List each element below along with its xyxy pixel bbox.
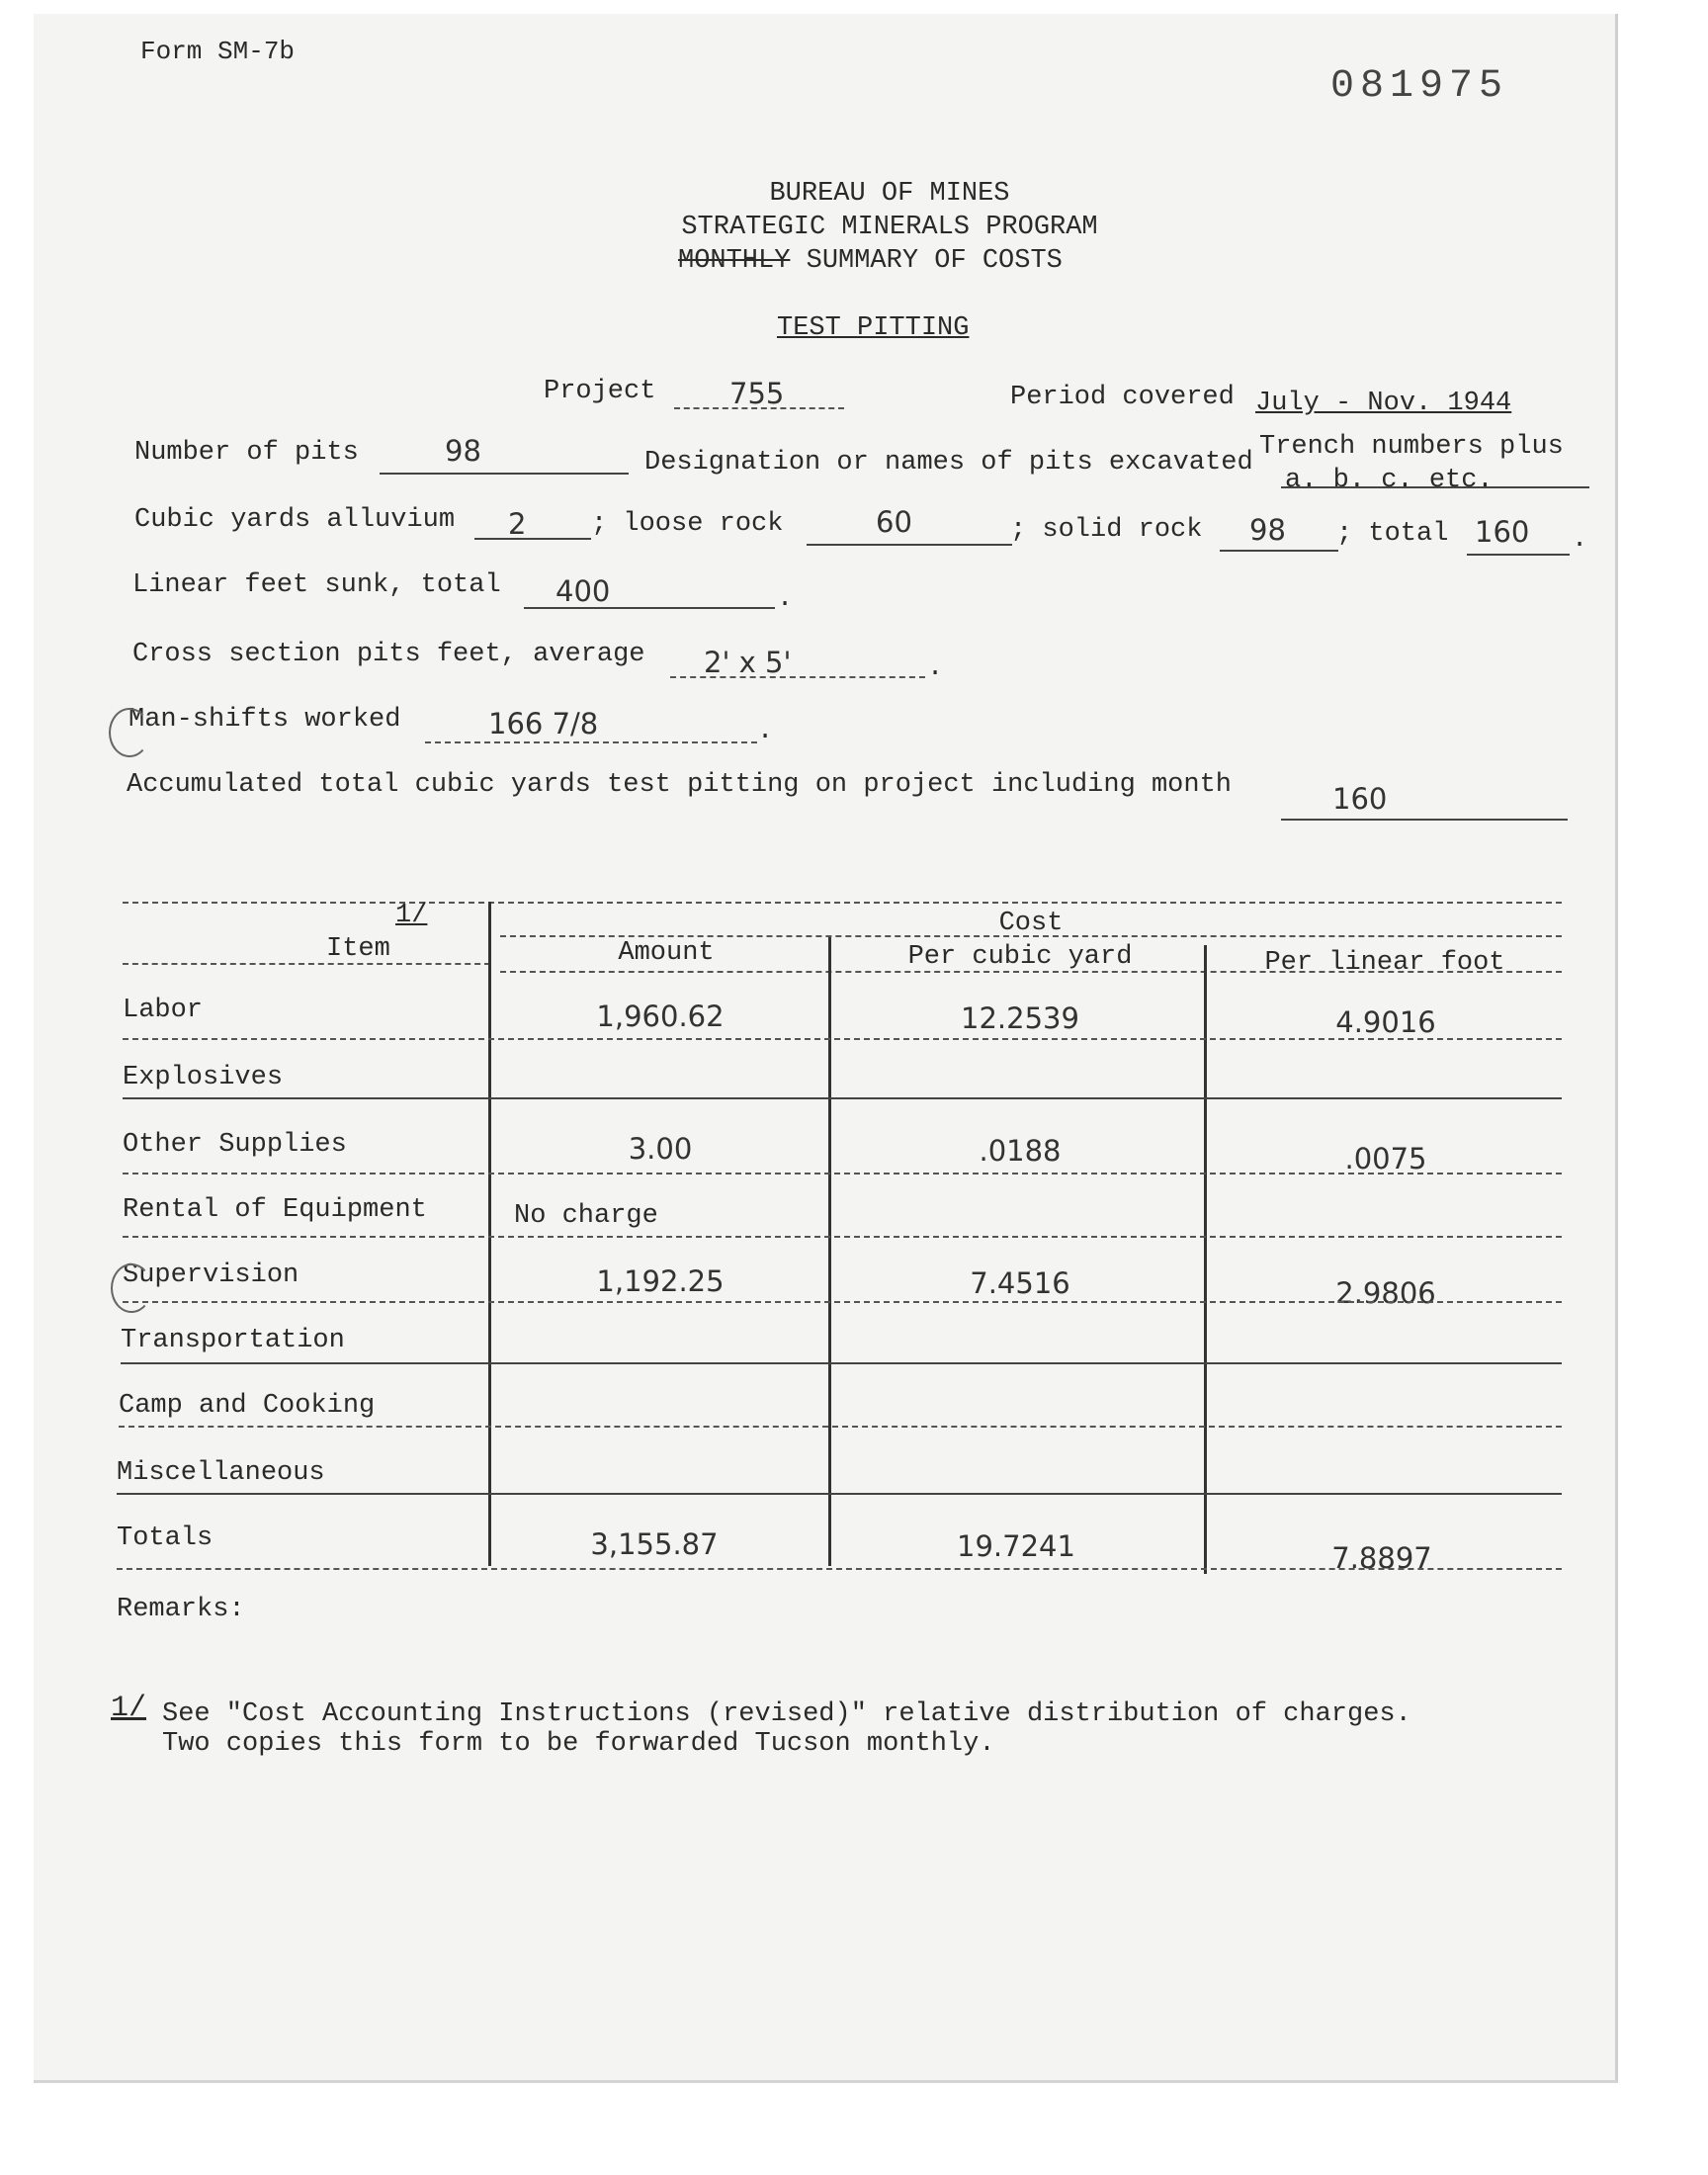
row-item-miscellaneous: Miscellaneous bbox=[117, 1458, 325, 1488]
row-line-totals bbox=[117, 1568, 1562, 1570]
row-item-rental: Rental of Equipment bbox=[123, 1195, 427, 1225]
row-per-lf-other-supplies: .0075 bbox=[1344, 1142, 1427, 1175]
cost-header: Cost bbox=[998, 909, 1064, 938]
row-line-transportation bbox=[121, 1362, 1562, 1364]
row-amount-totals: 3,155.87 bbox=[590, 1527, 719, 1561]
row-line-labor bbox=[123, 1038, 1562, 1040]
row-item-supervision: Supervision bbox=[123, 1261, 299, 1290]
project-value: 755 bbox=[729, 377, 785, 410]
man-shifts-value: 166 7/8 bbox=[488, 707, 599, 740]
accumulated-line bbox=[1281, 819, 1568, 821]
row-amount-rental: No charge bbox=[514, 1201, 658, 1231]
linear-feet-value: 400 bbox=[555, 574, 611, 608]
loose-rock-value: 60 bbox=[876, 505, 912, 539]
row-amount-other-supplies: 3.00 bbox=[628, 1132, 693, 1166]
solid-rock-label: ; solid rock bbox=[1010, 515, 1203, 545]
column-amount-header: Amount bbox=[618, 938, 715, 968]
alluvium-label: Cubic yards alluvium bbox=[134, 505, 456, 535]
row-per-lf-labor: 4.9016 bbox=[1335, 1005, 1436, 1039]
row-line-other-supplies bbox=[123, 1173, 1562, 1174]
row-per-lf-totals: 7.8897 bbox=[1331, 1541, 1432, 1575]
form-subtitle: TEST PITTING bbox=[777, 313, 970, 343]
man-shifts-label: Man-shifts worked bbox=[128, 705, 401, 735]
summary-title bbox=[678, 245, 1063, 277]
row-per-cy-other-supplies: .0188 bbox=[979, 1134, 1062, 1168]
document-number: 081975 bbox=[1330, 64, 1509, 109]
designation-value-line2: a. b. c. etc. bbox=[1285, 466, 1494, 495]
loose-rock-line bbox=[807, 544, 1012, 546]
summary-title-rest: SUMMARY OF COSTS bbox=[806, 246, 1063, 276]
row-item-camp-cooking: Camp and Cooking bbox=[119, 1391, 376, 1421]
form-id: Form SM-7b bbox=[140, 37, 296, 66]
row-line-camp-cooking bbox=[119, 1426, 1562, 1428]
row-line-supervision bbox=[123, 1301, 1562, 1303]
footnote-line-2: Two copies this form to be forwarded Tucson monthly. bbox=[162, 1729, 995, 1759]
vertical-rule-1 bbox=[488, 902, 491, 1566]
period-label: Period covered bbox=[1010, 383, 1235, 412]
row-item-explosives: Explosives bbox=[123, 1063, 284, 1092]
accumulated-label: Accumulated total cubic yards test pitting on project including month bbox=[127, 770, 1232, 800]
row-per-cy-totals: 19.7241 bbox=[957, 1529, 1075, 1563]
cross-section-label: Cross section pits feet, average bbox=[132, 640, 645, 669]
alluvium-value: 2 bbox=[508, 507, 527, 541]
row-item-transportation: Transportation bbox=[121, 1326, 345, 1355]
row-per-cy-supervision: 7.4516 bbox=[970, 1266, 1070, 1300]
project-label: Project bbox=[544, 377, 656, 406]
total-label: ; total bbox=[1336, 519, 1449, 549]
designation-line bbox=[1281, 486, 1589, 488]
row-line-explosives bbox=[123, 1097, 1562, 1099]
remarks-label: Remarks: bbox=[117, 1595, 245, 1624]
row-per-cy-labor: 12.2539 bbox=[961, 1001, 1079, 1035]
item-footnote-marker: 1/ bbox=[395, 901, 428, 930]
table-top-line bbox=[123, 902, 1562, 904]
vertical-rule-2 bbox=[828, 937, 831, 1566]
alluvium-line bbox=[474, 538, 591, 540]
row-line-miscellaneous bbox=[117, 1493, 1562, 1495]
row-amount-supervision: 1,192.25 bbox=[596, 1264, 725, 1298]
row-item-labor: Labor bbox=[123, 996, 204, 1025]
cross-section-value: 2' x 5' bbox=[704, 646, 792, 679]
solid-rock-line bbox=[1220, 550, 1338, 552]
accumulated-value: 160 bbox=[1332, 782, 1388, 816]
designation-label: Designation or names of pits excavated bbox=[644, 448, 1253, 478]
loose-rock-label: ; loose rock bbox=[591, 509, 784, 539]
pits-value: 98 bbox=[445, 434, 481, 468]
linear-feet-label: Linear feet sunk, total bbox=[132, 570, 501, 600]
column-per-cubic-yard-header: Per cubic yard bbox=[907, 942, 1133, 972]
pits-line bbox=[380, 473, 629, 475]
designation-value-line1: Trench numbers plus bbox=[1259, 432, 1564, 462]
item-under-line bbox=[123, 963, 490, 965]
footnote-line-1: See "Cost Accounting Instructions (revised)" relative distribution of charges. bbox=[162, 1699, 1411, 1729]
row-item-totals: Totals bbox=[117, 1523, 214, 1553]
punch-hole-mark bbox=[111, 1263, 152, 1313]
solid-rock-value: 98 bbox=[1249, 513, 1286, 547]
item-header: Item bbox=[326, 934, 390, 964]
total-value: 160 bbox=[1475, 515, 1530, 549]
period-value: July - Nov. 1944 bbox=[1255, 389, 1512, 418]
row-item-other-supplies: Other Supplies bbox=[123, 1130, 347, 1160]
program-name: STRATEGIC MINERALS PROGRAM bbox=[681, 213, 1098, 242]
column-per-linear-foot-header: Per linear foot bbox=[1264, 948, 1505, 978]
total-line bbox=[1467, 554, 1570, 556]
footnote-marker: 1/ bbox=[111, 1692, 147, 1725]
row-line-rental bbox=[123, 1236, 1562, 1238]
man-shifts-line bbox=[425, 741, 757, 743]
pits-label: Number of pits bbox=[134, 438, 359, 468]
man-shifts-period: . bbox=[757, 717, 774, 746]
cross-section-period: . bbox=[927, 653, 944, 683]
row-amount-labor: 1,960.62 bbox=[596, 1000, 725, 1033]
struck-word: MONTHLY bbox=[678, 246, 791, 276]
agency-name: BUREAU OF MINES bbox=[769, 179, 1010, 209]
linear-feet-period: . bbox=[777, 584, 794, 614]
punch-hole-mark bbox=[109, 708, 150, 757]
total-period: . bbox=[1572, 525, 1588, 555]
row-per-lf-supervision: 2.9806 bbox=[1335, 1276, 1436, 1310]
